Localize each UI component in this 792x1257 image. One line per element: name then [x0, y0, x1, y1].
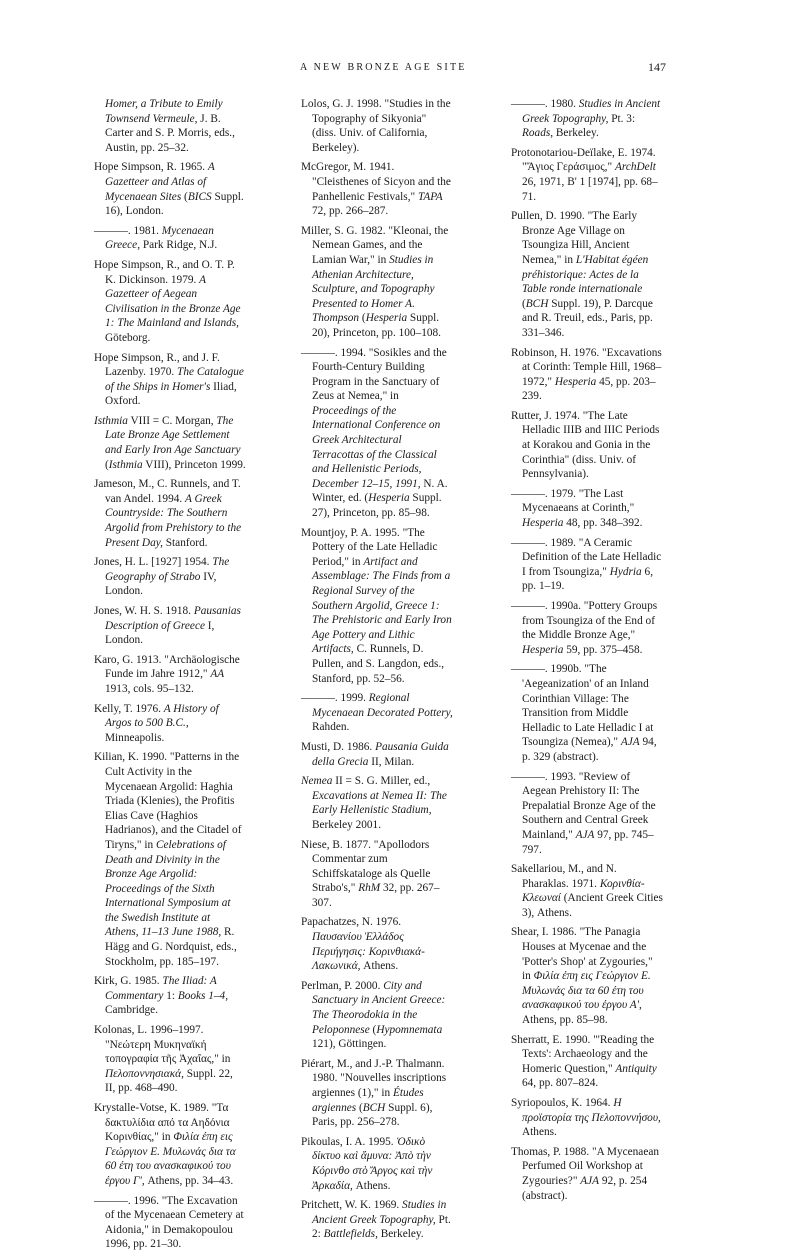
entry-text: ———. 1980. — [511, 98, 579, 110]
entry-text: Athens. — [522, 1126, 557, 1139]
entry-text: Pullen, D. 1990. "The Early Bronze Age Village on Tsoungiza Hill, Ancient Nemea," in — [511, 210, 638, 266]
entry-text: Jones, W. H. S. 1918. — [94, 605, 194, 617]
entry-text: Miller, S. G. 1982. "Kleonai, the Nemean Games, and the Lamian War," in — [301, 224, 449, 266]
entry-text: Sakellariou, M., and N. Pharaklas. 1971. — [511, 863, 617, 890]
bibliography-entry — [511, 925, 663, 1027]
entry-text: Hope Simpson, R., and O. T. P. K. Dickinson. 1979. — [94, 258, 235, 286]
entry-text: ( — [181, 190, 188, 203]
entry-italic-text: Hesperia — [368, 492, 410, 505]
entry-italic-text: Παυσανίου Ἑλλάδος Περιήγησις: Κορινθιακά-Λακωνικά, — [312, 931, 425, 973]
bibliography-entry — [301, 915, 453, 973]
entry-italic-text: A Gazetteer and Atlas of Mycenaean Sites — [105, 161, 215, 203]
entry-text: Karo, G. 1913. "Archäologische Funde im Jahre 1912," — [94, 653, 240, 681]
bibliography-entry — [94, 974, 246, 1018]
entry-text: Kolonas, L. 1996–1997. "Νεώτερη Μυκηναϊκή τοπογραφία τῆς Ἀχαΐας," in — [94, 1024, 231, 1066]
entry-text: Athens, pp. 34–43. — [144, 1174, 234, 1187]
entry-text: 121), Göttingen. — [312, 1038, 387, 1051]
entry-italic-text: ArchDelt — [614, 161, 656, 174]
entry-italic-text: Artifact and Assemblage: The Finds from a Regional Survey of the Southern Argolid, Greece 1: The Prehistoric and Early Iron Age Pottery and Lithic Artifacts, — [312, 555, 452, 656]
entry-italic-text: Proceedings of the International Conference on Greek Architectural Terracottas of the Classical and Hellenistic Periods, December 12–15, 1991, — [312, 404, 441, 490]
entry-text: Berkeley. — [553, 127, 599, 140]
entry-italic-text: Battlefields, — [323, 1228, 378, 1241]
entry-text: I, London. — [105, 619, 215, 647]
entry-text: ( — [356, 1101, 363, 1114]
entry-text: IV, London. — [105, 570, 217, 598]
entry-text: II, Milan. — [368, 755, 415, 768]
entry-text: Hope Simpson, R. 1965. — [94, 161, 208, 174]
entry-text: VIII), Princeton 1999. — [142, 458, 246, 471]
bibliography-entry — [511, 346, 663, 404]
entry-italic-text: A Gazetteer of Aegean Civilisation in the Bronze Age 1: The Mainland and Islands, — [105, 273, 241, 330]
entry-text: R. Hägg and G. Nordquist, eds., Stockholm, pp. 185–197. — [105, 926, 237, 968]
bibliography-entry — [511, 599, 663, 657]
entry-text: ———. 1989. "A Ceramic Definition of the Late Helladic I from Tsoungiza," — [511, 536, 662, 578]
entry-text: Piérart, M., and J.-P. Thalmann. 1980. "Nouvelles inscriptions argiennes (1)," in — [301, 1057, 447, 1099]
entry-text: N. A. Winter, ed. ( — [312, 477, 448, 505]
entry-text: ———. 1990b. "The 'Aegeanization' of an Inland Corinthian Village: The Transition from Middle Helladic to Late Helladic I at Tsoungiza (Nemea)," — [511, 663, 654, 749]
bibliography-entry — [94, 97, 246, 155]
entry-text: Athens. — [352, 1179, 391, 1192]
entry-text: ( — [359, 312, 366, 325]
entry-text: Kilian, K. 1990. "Patterns in the Cult Activity in the Mycenaean Argolid: Haghia Triada (Klenies), the Profitis Elias Cave (Haghios Hadrianos), and the Citadel of Tiryns," in — [94, 751, 242, 851]
entry-italic-text: The Geography of Strabo — [105, 556, 230, 583]
bibliography-entry — [301, 346, 453, 521]
entry-text: 59, pp. 375–458. — [563, 643, 643, 656]
bibliography-entry — [94, 160, 246, 218]
entry-text: Berkeley 2001. — [312, 818, 382, 831]
entry-text: Jameson, M., C. Runnels, and T. van Andel. 1994. — [94, 478, 241, 505]
bibliography-entry — [511, 1033, 663, 1091]
entry-text: Berkeley. — [377, 1228, 424, 1241]
entry-text: Pritchett, W. K. 1969. — [301, 1199, 403, 1212]
entry-text: Iliad, Oxford. — [105, 380, 237, 408]
entry-text: Shear, I. 1986. "The Panagia Houses at Mycenae and the 'Potter's Shop' at Zygouries," in — [511, 926, 653, 983]
bibliography-entry — [301, 1198, 453, 1242]
entry-text: 48, pp. 348–392. — [563, 517, 643, 530]
entry-text: 26, 1971, B' 1 [1974], pp. 68–71. — [522, 175, 658, 203]
entry-italic-text: Mycenaean Greece, — [105, 224, 214, 252]
entry-italic-text: BICS — [187, 190, 212, 203]
bibliography-column-3 — [511, 97, 663, 1208]
entry-text: ( — [522, 297, 526, 310]
entry-text: Niese, B. 1877. "Apollodors Commentar zum Schiffskataloge als Quelle Strabo's," — [301, 838, 431, 895]
entry-text: 92, p. 254 (abstract). — [522, 1174, 648, 1202]
entry-text: Protonotariou-Deïlake, E. 1974. "Ἅγιος Γεράσιμος," — [511, 146, 656, 174]
bibliography-entry — [511, 536, 663, 594]
entry-text: 1913, cols. 95–132. — [105, 682, 194, 695]
entry-text: 45, pp. 203–239. — [522, 375, 656, 403]
entry-italic-text: AJA — [620, 736, 640, 749]
entry-text: Robinson, H. 1976. "Excavations at Corinth: Temple Hill, 1968–1972," — [511, 346, 662, 388]
bibliography-column-2 — [301, 97, 453, 1247]
entry-italic-text: Studies in Ancient Greek Topography, — [522, 98, 661, 125]
entry-italic-text: L'Habitat égéen préhistorique: Actes de la Table ronde internationale — [522, 253, 649, 296]
entry-text: Suppl. 6), Paris, pp. 256–278. — [312, 1101, 433, 1129]
entry-italic-text: Κορινθία-Κλεωναί — [522, 877, 645, 905]
bibliography-entry — [511, 97, 663, 141]
bibliography-entry — [94, 224, 246, 253]
entry-text: C. Runnels, D. Pullen, and S. Langdon, eds., Stanford, pp. 52–56. — [312, 643, 445, 685]
bibliography-entry — [301, 838, 453, 911]
entry-text: 72, pp. 266–287. — [312, 205, 389, 218]
entry-italic-text: Hesperia — [365, 312, 408, 325]
entry-text: ( — [105, 458, 109, 471]
bibliography-entry — [94, 258, 246, 346]
bibliography-entry — [511, 146, 663, 204]
entry-italic-text: Hypomnemata — [376, 1023, 443, 1036]
entry-italic-text: The Catalogue of the Ships in Homer's — [105, 366, 244, 393]
entry-text: Pt. 2: — [312, 1213, 451, 1241]
running-title: A NEW BRONZE AGE SITE — [300, 62, 467, 73]
bibliography-entry — [301, 224, 453, 341]
bibliography-entry — [94, 1101, 246, 1189]
entry-italic-text: Isthmia — [108, 458, 143, 471]
entry-italic-text: Homer, a Tribute to Emily Townsend Vermeule, — [105, 98, 223, 125]
entry-text: Thomas, P. 1988. "A Mycenaean Perfumed Oil Workshop at Zygouries?" — [511, 1145, 659, 1187]
bibliography-entry — [511, 209, 663, 340]
bibliography-entry — [94, 604, 246, 648]
bibliography-entry — [511, 487, 663, 531]
entry-text: Kelly, T. 1976. — [94, 702, 164, 715]
entry-italic-text: Études argiennes — [312, 1087, 424, 1114]
bibliography-entry — [301, 979, 453, 1052]
bibliography-entry — [301, 774, 453, 832]
entry-text: Park Ridge, N.J. — [140, 239, 218, 252]
entry-text: ———. 1993. "Review of Aegean Prehistory II: The Prepalatial Bronze Age of the Southern and Central Greek Mainland," — [511, 770, 656, 841]
entry-text: Musti, D. 1986. — [301, 740, 376, 753]
entry-text: Syriopoulos, K. 1964. — [511, 1097, 614, 1109]
entry-italic-text: Regional Mycenaean Decorated Pottery, — [312, 692, 453, 719]
bibliography-entry — [94, 653, 246, 697]
bibliography-entry — [94, 477, 246, 550]
entry-text: McGregor, M. 1941. "Cleisthenes of Sicyon and the Panhellenic Festivals," — [301, 161, 451, 203]
entry-text: 94, p. 329 (abstract). — [522, 736, 657, 763]
entry-text: ———. 1994. "Sosikles and the Fourth-Century Building Program in the Sanctuary of Zeus at Nemea," in — [301, 346, 447, 403]
entry-italic-text: A History of Argos to 500 B.C., — [105, 702, 219, 730]
entry-text: ———. 1979. "The Last Mycenaeans at Corinth," — [511, 487, 635, 515]
entry-italic-text: Hesperia — [554, 375, 597, 388]
entry-italic-text: Isthmia — [94, 414, 128, 427]
entry-text: Papachatzes, N. 1976. — [301, 916, 402, 929]
entry-text: Suppl. 19), P. Darcque and R. Treuil, eds., Paris, pp. 331–346. — [522, 297, 653, 339]
entry-italic-text: Excavations at Nemea II: The Early Hellenistic Stadium, — [312, 789, 447, 817]
entry-text: Suppl. 27), Princeton, pp. 85–98. — [312, 492, 442, 520]
entry-text: Minneapolis. — [105, 731, 165, 744]
entry-text: ———. 1996. "The Excavation of the Mycenaean Cemetery at Aidonia," in Demakopoulou 1996, pp. 21–30. — [94, 1194, 244, 1251]
entry-text: ———. 1981. — [94, 224, 162, 237]
entry-italic-text: City and Sanctuary in Ancient Greece: The Theorodokia in the Peloponnese — [312, 979, 446, 1036]
entry-text: 1: — [163, 989, 178, 1002]
entry-italic-text: Roads, — [522, 127, 554, 140]
entry-italic-text: Antiquity — [615, 1062, 657, 1075]
bibliography-entry — [301, 526, 453, 687]
entry-text: Mountjoy, P. A. 1995. "The Pottery of the Late Helladic Period," in — [301, 526, 438, 568]
entry-italic-text: Nemea — [301, 775, 333, 788]
entry-italic-text: AA — [210, 668, 225, 681]
bibliography-entry — [301, 97, 453, 155]
bibliography-entry — [511, 1145, 663, 1203]
entry-text: II = S. G. Miller, ed., — [332, 775, 431, 788]
entry-italic-text: Hesperia — [522, 643, 564, 656]
entry-text: Krystalle-Votse, K. 1989. "Τα δακτυλίδια από τα Αηδόνια Κορινθίας," in — [94, 1102, 230, 1144]
bibliography-entry — [511, 1096, 663, 1140]
entry-text: Suppl. 22, II, pp. 468–490. — [105, 1067, 233, 1095]
entry-italic-text: Pausania Guida della Grecia — [312, 740, 449, 768]
bibliography-entry — [94, 1194, 246, 1252]
bibliography-entry — [94, 555, 246, 599]
entry-text: Hope Simpson, R., and J. F. Lazenby. 1970. — [94, 351, 220, 379]
entry-italic-text: BCH — [525, 297, 549, 310]
bibliography-entry — [301, 740, 453, 769]
bibliography-entry — [301, 691, 453, 735]
entry-text: ———. 1990a. "Pottery Groups from Tsoungiza of the End of the Middle Bronze Age," — [511, 600, 658, 642]
entry-text: Athens. — [360, 960, 399, 973]
entry-italic-text: Φιλία έπη εις Γεώργιον Ε. Μυλωνάς δια τα 60 έτη του ανασκαφικού του έργου Α', — [522, 970, 651, 1012]
entry-italic-text: AJA — [575, 828, 595, 841]
entry-italic-text: The Iliad: A Commentary — [105, 975, 217, 1002]
entry-text: Suppl. 20), Princeton, pp. 100–108. — [312, 312, 441, 339]
entry-text: (Ancient Greek Cities 3), Athens. — [522, 892, 663, 919]
entry-text: ( — [369, 1023, 377, 1036]
entry-italic-text: Hesperia — [522, 517, 564, 530]
entry-text: 6, pp. 1–19. — [522, 565, 654, 593]
entry-text: 32, pp. 267–307. — [312, 882, 440, 909]
entry-text: Stanford. — [162, 536, 208, 549]
entry-italic-text: The Late Bronze Age Settlement and Early Iron Age Sanctuary — [105, 414, 241, 457]
entry-text: ———. 1999. — [301, 692, 369, 705]
bibliography-entry — [94, 702, 246, 746]
entry-text: Perlman, P. 2000. — [301, 979, 384, 992]
entry-italic-text: A Greek Countryside: The Southern Argolid from Prehistory to the Present Day, — [105, 492, 242, 549]
entry-text: Kirk, G. 1985. — [94, 975, 163, 988]
entry-text: Rahden. — [312, 721, 350, 734]
bibliography-entry — [94, 1023, 246, 1096]
entry-italic-text: Pausanias Description of Greece — [105, 605, 241, 632]
entry-text: Jones, H. L. [1927] 1954. — [94, 556, 213, 569]
bibliography-entry — [301, 1057, 453, 1130]
entry-italic-text: Studies in Ancient Greek Topography, — [312, 1199, 447, 1226]
entry-italic-text: Hydria — [609, 565, 642, 578]
entry-italic-text: Πελοποννησιακά, — [105, 1067, 184, 1080]
bibliography-entry — [511, 662, 663, 764]
bibliography-entry — [511, 409, 663, 482]
entry-text: J. B. Carter and S. P. Morris, eds., Austin, pp. 25–32. — [105, 112, 235, 154]
bibliography-entry — [94, 750, 246, 969]
entry-italic-text: AJA — [580, 1174, 600, 1187]
page-number: 147 — [648, 60, 666, 74]
entry-text: Rutter, J. 1974. "The Late Helladic IIIB and IIIC Periods at Korakou and Gonia in the Corinthia" (diss. Univ. of Pennsylvania). — [511, 409, 660, 481]
entry-italic-text: Studies in Athenian Architecture, Sculpture, and Topography Presented to Homer A. Thompson — [312, 253, 435, 325]
bibliography-entry — [94, 414, 246, 472]
entry-italic-text: Φιλία έπη εις Γεώργιον Ε. Μυλωνάς δια τα 60 έτη του ανασκαφικού του έργου Γ', — [105, 1131, 236, 1187]
entry-text: Cambridge. — [105, 1004, 159, 1017]
bibliography-entry — [511, 770, 663, 858]
entry-text: 97, pp. 745–797. — [522, 828, 654, 856]
entry-text: Göteborg. — [105, 331, 151, 344]
entry-italic-text: Η προϊστορία της Πελοποννήσου, — [522, 1097, 661, 1124]
entry-text: VIII = C. Morgan, — [127, 414, 217, 427]
entry-italic-text: BCH — [362, 1101, 386, 1114]
entry-text: Suppl. 16), London. — [105, 190, 244, 218]
entry-italic-text: RhM — [358, 882, 381, 895]
bibliography-entry — [94, 351, 246, 409]
bibliography-entry — [301, 160, 453, 218]
bibliography-entry — [301, 1135, 453, 1193]
entry-italic-text: Books 1–4, — [177, 989, 229, 1002]
entry-text: Lolos, G. J. 1998. "Studies in the Topography of Sikyonia" (diss. Univ. of California, Berkeley). — [301, 98, 451, 154]
bibliography-column-1 — [94, 97, 246, 1257]
entry-text: 64, pp. 807–824. — [522, 1077, 599, 1090]
entry-text: Pt. 3: — [608, 112, 636, 125]
bibliography-entry — [511, 862, 663, 920]
entry-text: Pikoulas, I. A. 1995. — [301, 1135, 397, 1148]
entry-italic-text: Celebrations of Death and Divinity in the Bronze Age Argolid: Proceedings of the Sixth International Symposium at the Swedish Institute at Athens, 11–13 June 1988, — [105, 838, 231, 939]
entry-text: Athens, pp. 85–98. — [522, 1014, 608, 1027]
entry-italic-text: Ὁδικὸ δίκτυο καὶ ἄμυνα: Ἀπὸ τὴν Κόρινθο στὸ Ἄργος καὶ τὴν Ἀρκαδία, — [312, 1135, 433, 1192]
entry-text: Sherratt, E. 1990. "'Reading the Texts': Archaeology and the Homeric Question," — [511, 1033, 655, 1075]
entry-italic-text: TAPA — [417, 190, 443, 203]
